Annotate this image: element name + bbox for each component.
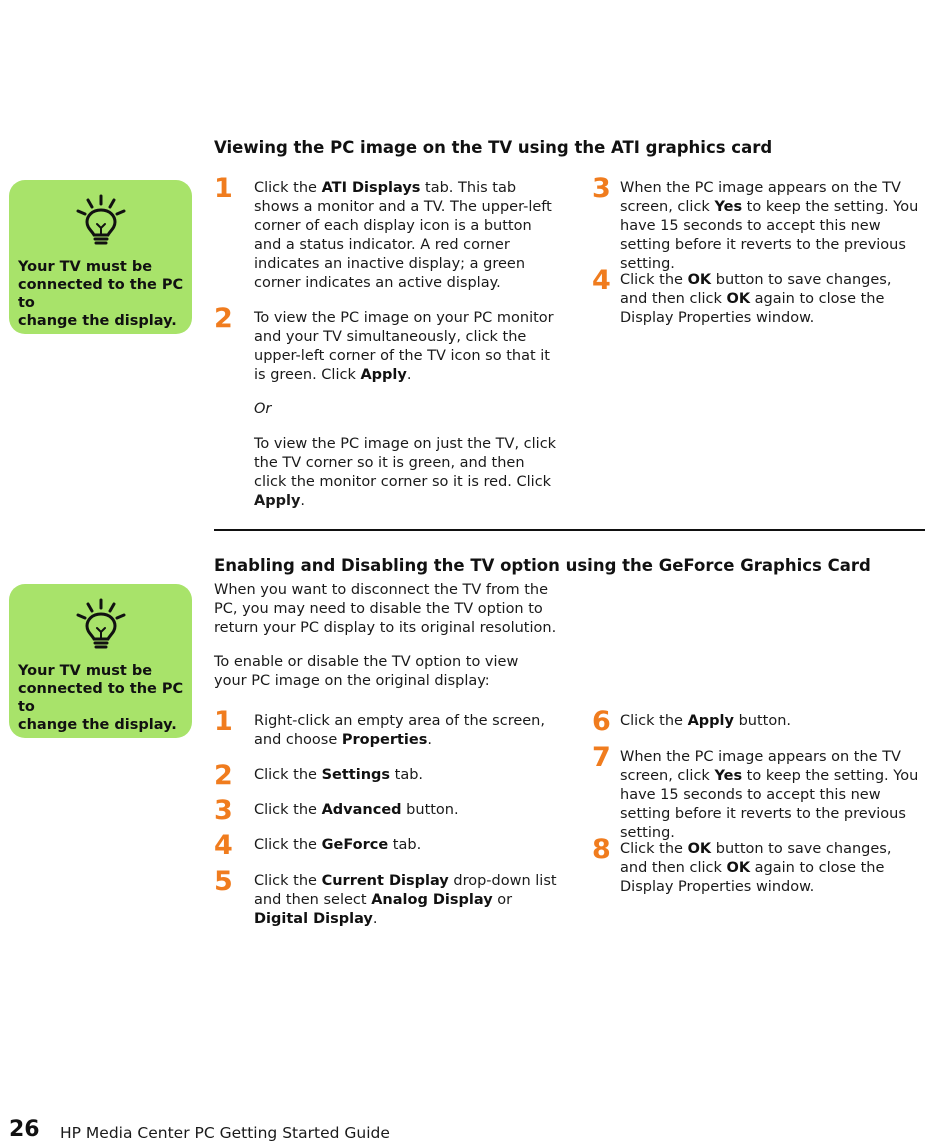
step-number: 1 bbox=[214, 173, 233, 204]
step-number: 4 bbox=[214, 830, 233, 861]
section-heading: Viewing the PC image on the TV using the ATI graphics card bbox=[214, 138, 773, 157]
tip-text-line: change the display. bbox=[18, 313, 177, 329]
step-number: 4 bbox=[592, 265, 611, 296]
step-text: Click the GeForce tab. bbox=[254, 837, 422, 853]
tip-text-line: connected to the PC to bbox=[18, 277, 184, 311]
step-number: 3 bbox=[592, 173, 611, 204]
step-text: Click the ATI Displays tab. This tab shows a monitor and a TV. The upper-left corner of each display icon is a button and a status indicator. A red corner indicates an inactive display; a green corner indicates an active display. bbox=[254, 180, 552, 291]
step-number: 1 bbox=[214, 706, 233, 737]
alternate-instruction: To view the PC image on just the TV, click the TV corner so it is green, and then click the monitor corner so it is red. Click Apply. bbox=[254, 436, 557, 509]
step-number: 2 bbox=[214, 303, 233, 334]
section-divider bbox=[214, 529, 925, 531]
step-text: When the PC image appears on the TV screen, click Yes to keep the setting. You have 15 seconds to accept this new setting before it reverts to the previous setting. bbox=[620, 180, 919, 272]
step-text: Click the Current Display drop-down list and then select Analog Display or Digital Display. bbox=[254, 873, 557, 927]
tip-text-line: Your TV must be bbox=[18, 663, 153, 679]
intro-paragraph: To enable or disable the TV option to view your PC image on the original display: bbox=[214, 654, 519, 689]
tip-text-line: connected to the PC to bbox=[18, 681, 184, 715]
step-text: Click the OK button to save changes, and then click OK again to close the Display Properties window. bbox=[620, 272, 892, 326]
tip-box bbox=[9, 584, 192, 738]
step-text: When the PC image appears on the TV screen, click Yes to keep the setting. You have 15 seconds to accept this new setting before it reverts to the previous setting. bbox=[620, 749, 919, 841]
tip-text-line: change the display. bbox=[18, 717, 177, 733]
step-number: 2 bbox=[214, 760, 233, 791]
intro-paragraph: When you want to disconnect the TV from the PC, you may need to disable the TV option to return your PC display to its original resolution. bbox=[214, 582, 557, 636]
lightbulb-icon bbox=[73, 194, 129, 246]
tip-box bbox=[9, 180, 192, 334]
step-number: 3 bbox=[214, 795, 233, 826]
step-text: Click the Advanced button. bbox=[254, 802, 459, 818]
or-text: Or bbox=[254, 401, 272, 417]
step-number: 7 bbox=[592, 742, 611, 773]
step-text: Right-click an empty area of the screen, and choose Properties. bbox=[254, 713, 545, 748]
page-number: 26 bbox=[9, 1117, 40, 1142]
step-text: Click the Settings tab. bbox=[254, 767, 424, 783]
footer-title: HP Media Center PC Getting Started Guide bbox=[60, 1124, 390, 1142]
tip-text-line: Your TV must be bbox=[18, 259, 153, 275]
step-number: 6 bbox=[592, 706, 611, 737]
lightbulb-icon bbox=[73, 598, 129, 650]
step-text: Click the OK button to save changes, and then click OK again to close the Display Properties window. bbox=[620, 841, 892, 895]
section-heading: Enabling and Disabling the TV option using the GeForce Graphics Card bbox=[214, 556, 871, 575]
step-number: 5 bbox=[214, 866, 233, 897]
step-text: Click the Apply button. bbox=[620, 713, 792, 729]
step-number: 8 bbox=[592, 834, 611, 865]
step-text: To view the PC image on your PC monitor and your TV simultaneously, click the upper-left corner of the TV icon so that it is green. Click Apply. bbox=[254, 310, 554, 383]
